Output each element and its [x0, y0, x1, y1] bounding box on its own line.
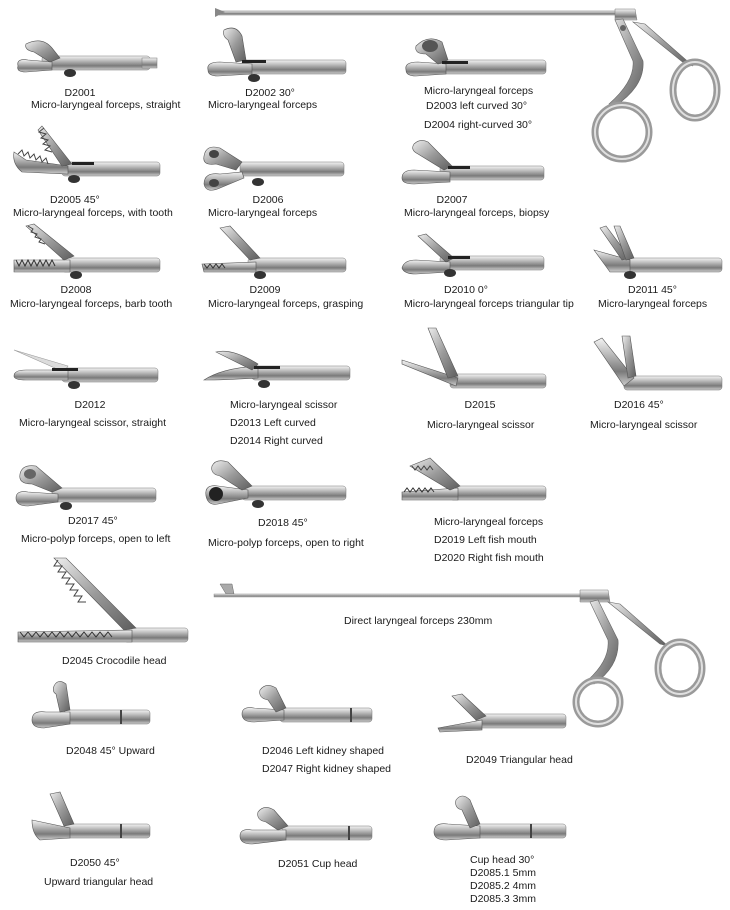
instrument-photo-d2015 [400, 326, 550, 394]
item-title: Micro-laryngeal scissor [230, 399, 338, 411]
item-code: D2005 45° [50, 194, 100, 206]
item-name: Micro-polyp forceps, open to left [21, 533, 171, 545]
item-name: Micro-laryngeal forceps [208, 207, 318, 219]
item-code: D2008 [60, 284, 92, 296]
item-name: Micro-laryngeal forceps triangular tip [404, 298, 574, 310]
instrument-photo-d2051 [238, 802, 374, 852]
item-code: D2018 45° [258, 517, 308, 529]
item-code: D2011 45° [628, 284, 677, 296]
item-code: D2001 [64, 87, 96, 99]
item-name: Micro-laryngeal scissor [590, 419, 698, 431]
instrument-photo-d2012 [12, 348, 160, 394]
item-title: Cup head 30° [470, 854, 535, 866]
instrument-photo-d2050 [30, 790, 152, 852]
instrument-photo-d2016 [590, 334, 725, 394]
item-name: Direct laryngeal forceps 230mm [344, 615, 493, 627]
item-name: D2051 Cup head [278, 858, 358, 870]
item-name: Micro-laryngeal scissor, straight [19, 417, 167, 429]
item-line1: D2013 Left curved [230, 417, 316, 429]
item-code: D2015 [464, 399, 496, 411]
item-code: D2012 [74, 399, 106, 411]
instrument-photo-d2045 [14, 556, 190, 648]
item-line2: D2014 Right curved [230, 435, 323, 447]
item-name: Micro-laryngeal forceps [598, 298, 708, 310]
item-name: Micro-polyp forceps, open to right [208, 537, 364, 549]
item-code: D2050 45° [70, 857, 120, 869]
instrument-photo-d2008 [12, 222, 162, 280]
item-line3: D2085.3 3mm [470, 893, 536, 905]
item-name: Micro-laryngeal forceps, straight [31, 99, 181, 111]
item-code: D2016 45° [614, 399, 664, 411]
instrument-photo-d2006 [200, 140, 350, 195]
instrument-photo-d2002 [202, 26, 352, 84]
instrument-photo-d2048 [30, 680, 152, 738]
instrument-photo-d2019 [400, 456, 550, 510]
item-code: D2007 [436, 194, 468, 206]
instrument-photo-d2018 [202, 456, 352, 514]
item-name: Micro-laryngeal forceps, barb tooth [10, 298, 173, 310]
item-title: Micro-laryngeal forceps [434, 516, 544, 528]
item-name: D2048 45° Upward [66, 745, 155, 757]
item-name: Micro-laryngeal forceps, biopsy [404, 207, 550, 219]
item-name: Upward triangular head [44, 876, 154, 888]
item-line1: D2085.1 5mm [470, 867, 536, 879]
item-code: D2017 45° [68, 515, 118, 527]
instrument-photo-d2017 [12, 462, 158, 514]
instrument-photo-d2005 [12, 124, 162, 192]
item-line2: D2085.2 4mm [470, 880, 536, 892]
instrument-photo-d2085 [432, 794, 568, 850]
instrument-photo-d2009 [200, 224, 350, 280]
item-code: D2009 [249, 284, 281, 296]
item-name: Micro-laryngeal forceps [208, 99, 318, 111]
item-line1: D2046 Left kidney shaped [262, 745, 385, 757]
item-name: D2045 Crocodile head [62, 655, 167, 667]
item-title: Micro-laryngeal forceps [424, 85, 534, 97]
item-name: D2049 Triangular head [466, 754, 573, 766]
instrument-photo-d2001 [12, 34, 157, 84]
item-line2: D2047 Right kidney shaped [262, 763, 392, 775]
item-name: Micro-laryngeal scissor [427, 419, 535, 431]
item-line2: D2004 right-curved 30° [424, 119, 533, 131]
instrument-photo-d2003 [402, 34, 552, 84]
item-code: D2006 [252, 194, 284, 206]
instrument-photo-d2011 [590, 224, 725, 280]
item-name: Micro-laryngeal forceps, grasping [208, 298, 364, 310]
item-line2: D2020 Right fish mouth [434, 552, 544, 564]
item-name: Micro-laryngeal forceps, with tooth [13, 207, 173, 219]
item-code: D2002 30° [245, 87, 295, 99]
instrument-photo-d2010 [400, 232, 550, 280]
instrument-photo-d2007 [400, 138, 550, 190]
item-line1: D2019 Left fish mouth [434, 534, 537, 546]
instrument-photo-d2049 [436, 692, 568, 742]
instrument-photo-d2046 [240, 682, 375, 734]
item-code: D2010 0° [444, 284, 488, 296]
item-line1: D2003 left curved 30° [426, 100, 528, 112]
instrument-photo-d2013 [202, 346, 352, 394]
